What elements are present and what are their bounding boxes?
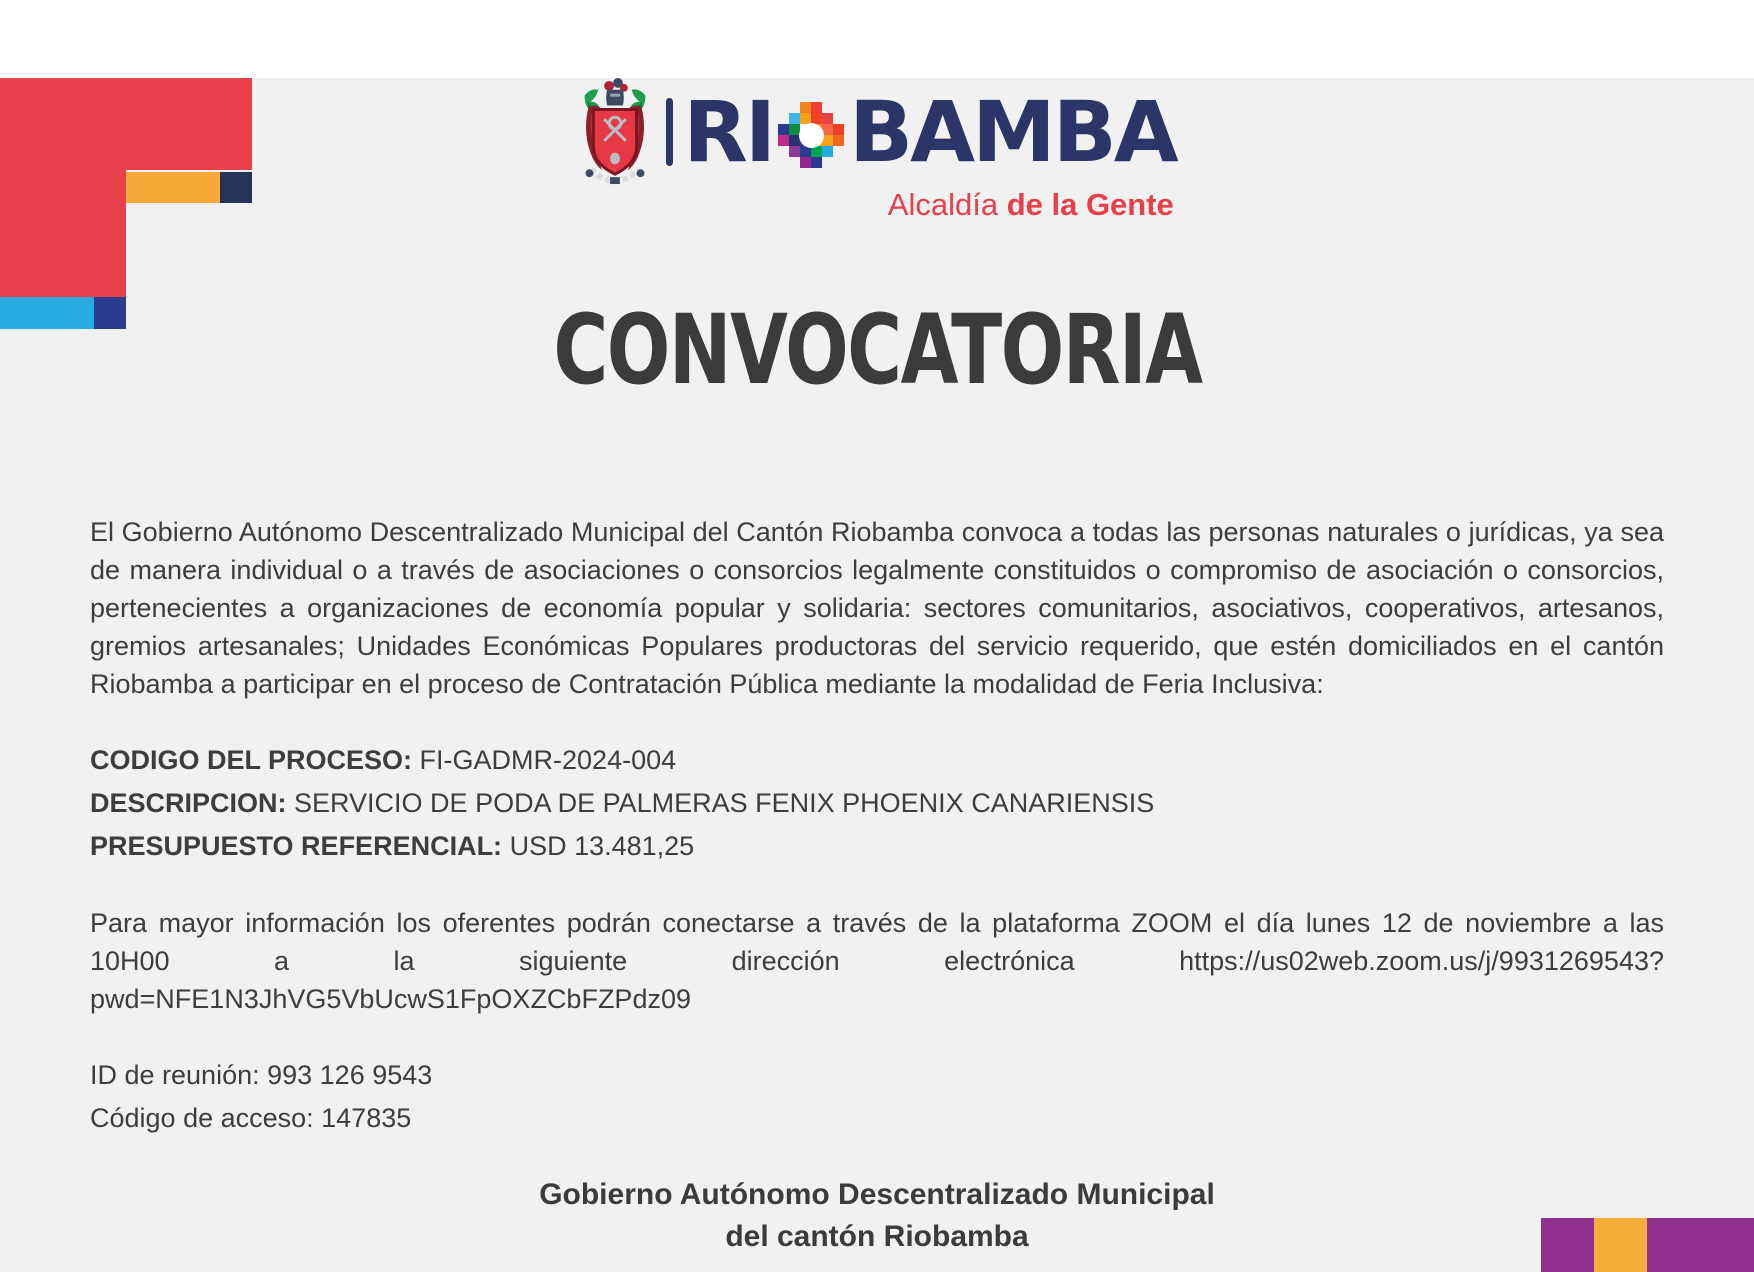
process-code-label: CODIGO DEL PROCESO: [90,744,413,775]
chakana-icon [778,102,844,168]
deco-orange-block [126,172,220,203]
access-code-line: Código de acceso: 147835 [90,1102,412,1133]
wordmark-bamba: BAMBA [849,83,1176,181]
convocatoria-poster [0,78,1754,1272]
page-title: CONVOCATORIA [552,294,1202,407]
wordmark-ri: RI [683,83,774,181]
intro-paragraph: El Gobierno Autónomo Descentralizado Municipal del Cantón Riobamba convoca a todas las personas naturales o jurídicas, ya sea de manera individual o a través de asociaciones o consorcios legalmente constituidos o compromiso de asociación o consorcios, pertenecientes a organizaciones de economía popular y solidaria: sectores comunitarios, asociativos, cooperativos, artesanos, gremios artesanales; Unidades Económicas Populares productoras del servicio requerido, que estén domiciliados en el cantón Riobamba a participar en el proceso de Contratación Pública mediante la modalidad de Feria Inclusiva: [90,516,1664,699]
logo-separator-bar [666,98,673,166]
description-line [90,782,1664,825]
deco-indigo-square [94,297,126,329]
document-body [90,513,1664,1258]
description-label: DESCRIPCION: [90,787,287,818]
meeting-credentials [90,1054,1664,1140]
meeting-id-line: ID de reunión: 993 126 9543 [90,1059,433,1090]
footer-line-2: del cantón Riobamba [725,1219,1029,1253]
process-details [90,739,1664,868]
deco-purple-block [1647,1218,1754,1272]
riobamba-logo [578,78,1176,222]
budget-value: USD 13.481,25 [502,830,695,861]
decoration-bottom-right [1541,1218,1754,1272]
tagline-bold: de la Gente [1006,187,1174,222]
footer-signature [90,1174,1664,1258]
budget-label: PRESUPUESTO REFERENCIAL: [90,830,503,861]
header [0,78,1754,222]
riobamba-coat-of-arms-icon [578,78,652,186]
budget-line [90,825,1664,868]
process-code-line [90,739,1664,782]
footer-line-1: Gobierno Autónomo Descentralizado Municipal [539,1177,1215,1211]
chakana-center-circle [799,123,824,148]
deco-lightblue-block [0,297,94,329]
zoom-info-paragraph: Para mayor información los oferentes podrán conectarse a través de la plataforma ZOOM el día lunes 12 de noviembre a las 10H00 a la siguiente dirección electrónica https://us02web.zoom.us/j/9931269543?pwd=NFE1N3JhVG5VbUcwS1FpOXZCbFZPdz09 [90,907,1664,1014]
deco-yellow-square [1594,1218,1647,1272]
logo-tagline [888,188,1176,222]
tagline-regular: Alcaldía [887,187,1007,222]
deco-navy-square [220,172,252,203]
process-code-value: FI-GADMR-2024-004 [412,744,677,775]
description-value: SERVICIO DE PODA DE PALMERAS FENIX PHOENIX CANARIENSIS [286,787,1155,818]
deco-red-column [0,78,126,297]
deco-purple-square [1541,1218,1594,1272]
